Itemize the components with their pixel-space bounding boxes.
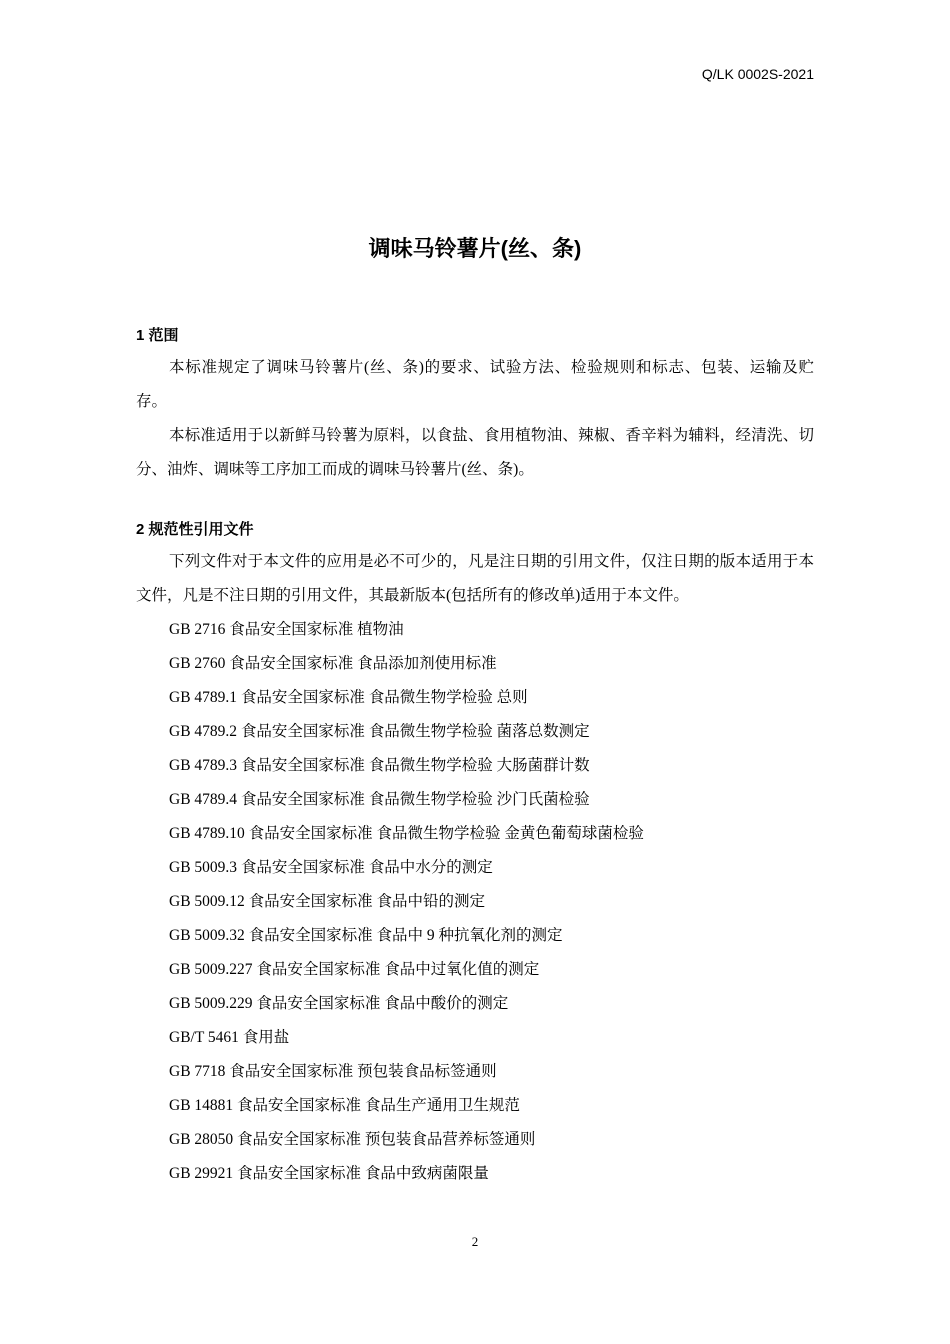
reference-item: GB 28050 食品安全国家标准 预包装食品营养标签通则 (169, 1131, 536, 1148)
reference-item: GB 5009.12 食品安全国家标准 食品中铅的测定 (169, 893, 486, 910)
reference-item: GB 5009.229 食品安全国家标准 食品中酸价的测定 (169, 995, 509, 1012)
document-body (136, 325, 814, 1191)
reference-item: GB 14881 食品安全国家标准 食品生产通用卫生规范 (169, 1097, 520, 1114)
document-title: 调味马铃薯片(丝、条) (368, 236, 582, 261)
page-number: 2 (471, 1234, 479, 1249)
section-heading: 2 规范性引用文件 (136, 521, 254, 538)
reference-item: GB 4789.10 食品安全国家标准 食品微生物学检验 金黄色葡萄球菌检验 (169, 825, 644, 842)
reference-item: GB 2760 食品安全国家标准 食品添加剂使用标准 (169, 655, 497, 672)
reference-list (136, 613, 814, 1191)
reference-item: GB 5009.32 食品安全国家标准 食品中 9 种抗氧化剂的测定 (169, 927, 563, 944)
reference-item: GB 4789.3 食品安全国家标准 食品微生物学检验 大肠菌群计数 (169, 757, 590, 774)
section-references (136, 519, 814, 1191)
standard-code: Q/LK 0002S-2021 (701, 66, 814, 82)
reference-item: GB 4789.1 食品安全国家标准 食品微生物学检验 总则 (169, 689, 528, 706)
section-heading: 1 范围 (136, 327, 179, 344)
reference-item: GB 4789.2 食品安全国家标准 食品微生物学检验 菌落总数测定 (169, 723, 590, 740)
section-scope (136, 325, 814, 487)
reference-item: GB 5009.227 食品安全国家标准 食品中过氧化值的测定 (169, 961, 540, 978)
scope-paragraph: 本标准规定了调味马铃薯片(丝、条)的要求、试验方法、检验规则和标志、包装、运输及贮存。 (136, 359, 814, 410)
reference-item: GB 29921 食品安全国家标准 食品中致病菌限量 (169, 1165, 489, 1182)
reference-item: GB/T 5461 食用盐 (169, 1029, 290, 1046)
reference-item: GB 2716 食品安全国家标准 植物油 (169, 621, 404, 638)
reference-item: GB 4789.4 食品安全国家标准 食品微生物学检验 沙门氏菌检验 (169, 791, 590, 808)
scope-paragraph: 本标准适用于以新鲜马铃薯为原料，以食盐、食用植物油、辣椒、香辛料为辅料，经清洗、切分、油炸、调味等工序加工而成的调味马铃薯片(丝、条)。 (136, 427, 814, 478)
references-intro: 下列文件对于本文件的应用是必不可少的，凡是注日期的引用文件，仅注日期的版本适用于本文件，凡是不注日期的引用文件，其最新版本(包括所有的修改单)适用于本文件。 (136, 553, 814, 604)
reference-item: GB 5009.3 食品安全国家标准 食品中水分的测定 (169, 859, 493, 876)
reference-item: GB 7718 食品安全国家标准 预包装食品标签通则 (169, 1063, 497, 1080)
